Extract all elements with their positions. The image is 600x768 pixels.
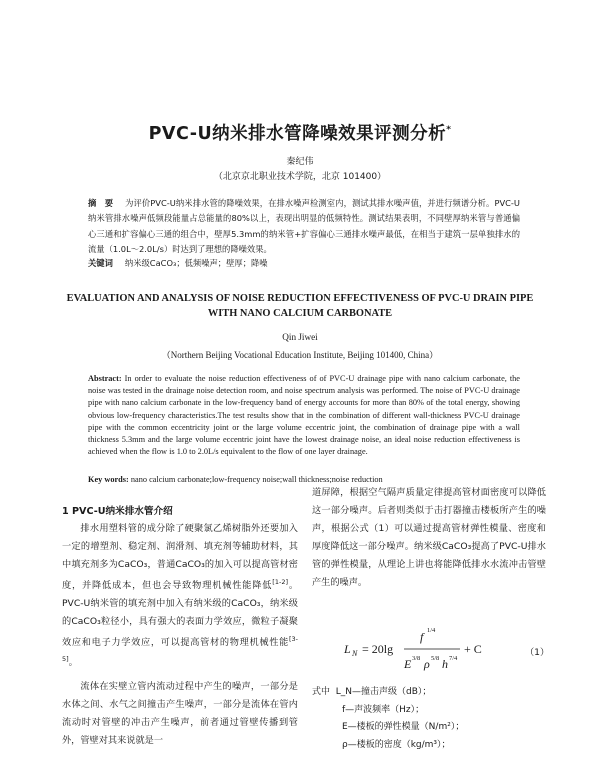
abstract-cn-label: 摘 要 [88, 198, 114, 208]
citation-3-5: [3-5] [62, 634, 298, 664]
formula-den-h: h [442, 657, 448, 671]
right-column [312, 484, 546, 591]
formula-lhs-sub: N [352, 649, 358, 658]
abstract-cn [88, 196, 520, 257]
keywords-en-text: nano calcium carbonate;low-frequency noise;wall thickness;noise reduction [130, 475, 383, 484]
section-1-paragraph-2-continued: 道屏障，根据空气隔声质量定律提高管材面密度可以降低这一部分噪声。后者则类似于击打器撞击楼板所产生的噪声，根据公式（1）可以通过提高管材弹性模量、密度和厚度降低这一部分噪声。纳米级CaCO₃提高了PVC-U排水管的弹性模量，从理论上讲也将能降低排水水流冲击管壁产生的噪声。 [312, 487, 546, 588]
formula-den-h-exp: 7/4 [449, 655, 458, 662]
formula-numerator-exp: 1/4 [427, 627, 436, 634]
abstract-cn-text: 为评价PVC-U纳米排水管的降噪效果，在排水噪声检测室内，测试其排水噪声值，并进行频谱分析。PVC-U纳米管排水噪声低频段能量占总能量的80%以上，表现出明显的低频特性。测试结果表明，不同壁厚纳米管与普通偏心三通和扩容偏心三通的组合中，壁厚5.3mm的纳米管+扩容偏心三通排水噪声最低，在相当于建筑一层单独排水的流量（1.0L～2.0L/s）时达到了理想的降噪效果。 [88, 198, 520, 254]
author-cn: 秦纪伟 [286, 157, 314, 167]
keywords-en [88, 475, 520, 484]
section-1-paragraph-2: 流体在实壁立管内流动过程中产生的噪声，一部分是水体之间、水气之间撞击产生噪声，一部分是流体在管内流动时对管壁的冲击产生噪声，前者通过管壁传播到管外，管壁对其来说就是一 [62, 681, 298, 747]
title-footnote-mark: * [446, 125, 452, 136]
section-1-paragraph-1: 排水用塑料管的成分除了硬聚氯乙烯树脂外还要加入一定的增塑剂、稳定剂、润滑剂、填充剂等辅助材料，其中填充剂多为CaCO₃，普通CaCO₃的加入可以提高管材密度，并降低成本，但也会导致物理机械性能降低[1-2]。PVC-U纳米管的填充剂中加入有纳米级的CaCO₃，纳米级的CaCO₃粒径小，具有强大的表面力学效应，微粒子凝聚效应和电子力学效应，可以提高管材的物理机械性能[3-5]。 [62, 523, 299, 669]
formula-numerator: f [420, 630, 424, 644]
formula-plus-c: + C [464, 642, 482, 656]
equation-number: （1） [525, 647, 550, 658]
formula-den-E: E [404, 657, 412, 671]
citation-1-2: [1-2] [272, 577, 288, 586]
formula-lhs: L [344, 642, 351, 656]
keywords-en-label: Key words: [88, 475, 129, 484]
affiliation-en: （Northern Beijing Vocational Education Institute, Beijing 101400, China） [161, 350, 439, 360]
abstract-en-label: Abstract: [88, 374, 122, 383]
formula-den-rho: ρ [424, 657, 430, 671]
formula-den-E-exp: 3/8 [412, 655, 421, 662]
title-en: EVALUATION AND ANALYSIS OF NOISE REDUCTION EFFECTIVENESS OF PVC-U DRAIN PIPE WITH NANO CALCIUM CARBONATE [66, 293, 534, 319]
formula-eq: = 20lg [362, 642, 394, 656]
abstract-en-text: In order to evaluate the noise reduction effectiveness of of PVC-U drainage pipe with nano calcium carbonate, the noise was tested in the drainage noise detection room, and noise spectrum analysis was performed. The noise of PVC-U drainage pipe with nano calcium carbonate in the low-frequency band of energy accounts for more than 80% of the total energy, showing obvious low-frequency characteristics.The test results show that in the combination of different wall-thickness PVC-U drainage pipe with the common eccentricity joint or the large volume eccentric joint, the combination of drainage pipe with a wall thickness 5.3mm and the large volume eccentric joint have the lowest drainage noise, an ideal noise reduction effectiveness is achieved when the flow is 1.0 to 2.0L/s equivalent to the flow of one layer drainage. [88, 374, 520, 457]
keywords-cn [88, 257, 520, 269]
formula-den-rho-exp: 5/8 [431, 655, 440, 662]
left-column [62, 520, 298, 750]
author-en: Qin Jiwei [282, 332, 318, 342]
legend-item: L_N—撞击声级（dB）； [335, 687, 432, 697]
keywords-cn-text: 纳米级CaCO₃；低频噪声；壁厚；降噪 [124, 258, 268, 268]
paper-title: PVC-U纳米排水管降噪效果评测分析* [148, 124, 452, 144]
legend-item: f—声波频率（Hz）； [342, 704, 425, 715]
equation-1 [312, 620, 546, 678]
affiliation-cn: （北京京北职业技术学院，北京 101400） [213, 172, 387, 182]
legend-item: ρ—楼板的密度（kg/m³）； [342, 739, 451, 750]
legend-item: E—楼板的弹性模量（N/m²）； [342, 722, 465, 732]
abstract-en [88, 373, 520, 458]
formula-legend [312, 684, 546, 754]
legend-intro: 式中 [312, 687, 331, 697]
legend-row [312, 684, 546, 702]
keywords-cn-label: 关键词 [88, 258, 113, 268]
section-1-heading: 1 PVC-U纳米排水管介绍 [62, 506, 173, 517]
